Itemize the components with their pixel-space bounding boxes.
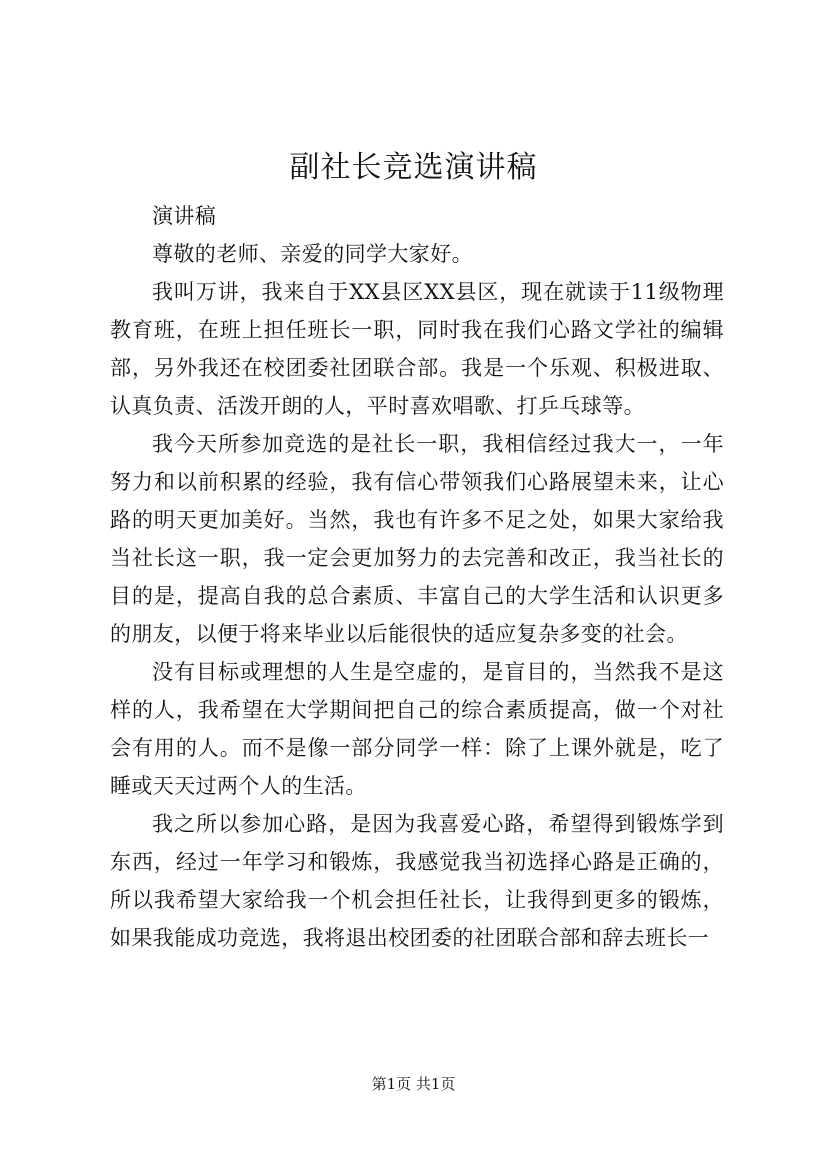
paragraph-greeting: 尊敬的老师、亲爱的同学大家好。 <box>152 242 473 266</box>
document-title: 副社长竞选演讲稿 <box>289 150 538 185</box>
paragraph-heading: 演讲稿 <box>152 204 217 228</box>
paragraph-ideals: 没有目标或理想的人生是空虚的，是盲目的，当然我不是这样的人，我希望在大学期间把自己的综合素质提高，做一个对社会有用的人。而不是像一部分同学一样：除了上课外就是，吃了睡或天天过两个人的生活。 <box>110 660 724 798</box>
paragraph-reason: 我之所以参加心路，是因为我喜爱心路，希望得到锻炼学到东西，经过一年学习和锻炼，我感觉我当初选择心路是正确的，所以我希望大家给我一个机会担任社长，让我得到更多的锻炼，如果我能成功竞选，我将退出校团委的社团联合部和辞去班长一 <box>110 812 724 950</box>
page-number-footer: 第1页 共1页 <box>371 1075 456 1093</box>
paragraph-introduction: 我叫万讲，我来自于XX县区XX县区，现在就读于11级物理教育班，在班上担任班长一职，同时我在我们心路文学社的编辑部，另外我还在校团委社团联合部。我是一个乐观、积极进取、认真负责、活泼开朗的人，平时喜欢唱歌、打乒乓球等。 <box>110 280 724 418</box>
document-body <box>110 197 724 957</box>
paragraph-goal: 我今天所参加竞选的是社长一职，我相信经过我大一，一年努力和以前积累的经验，我有信心带领我们心路展望未来，让心路的明天更加美好。当然，我也有许多不足之处，如果大家给我当社长这一职，我一定会更加努力的去完善和改正，我当社长的目的是，提高自我的总合素质、丰富自己的大学生活和认识更多的朋友，以便于将来毕业以后能很快的适应复杂多变的社会。 <box>110 432 724 646</box>
